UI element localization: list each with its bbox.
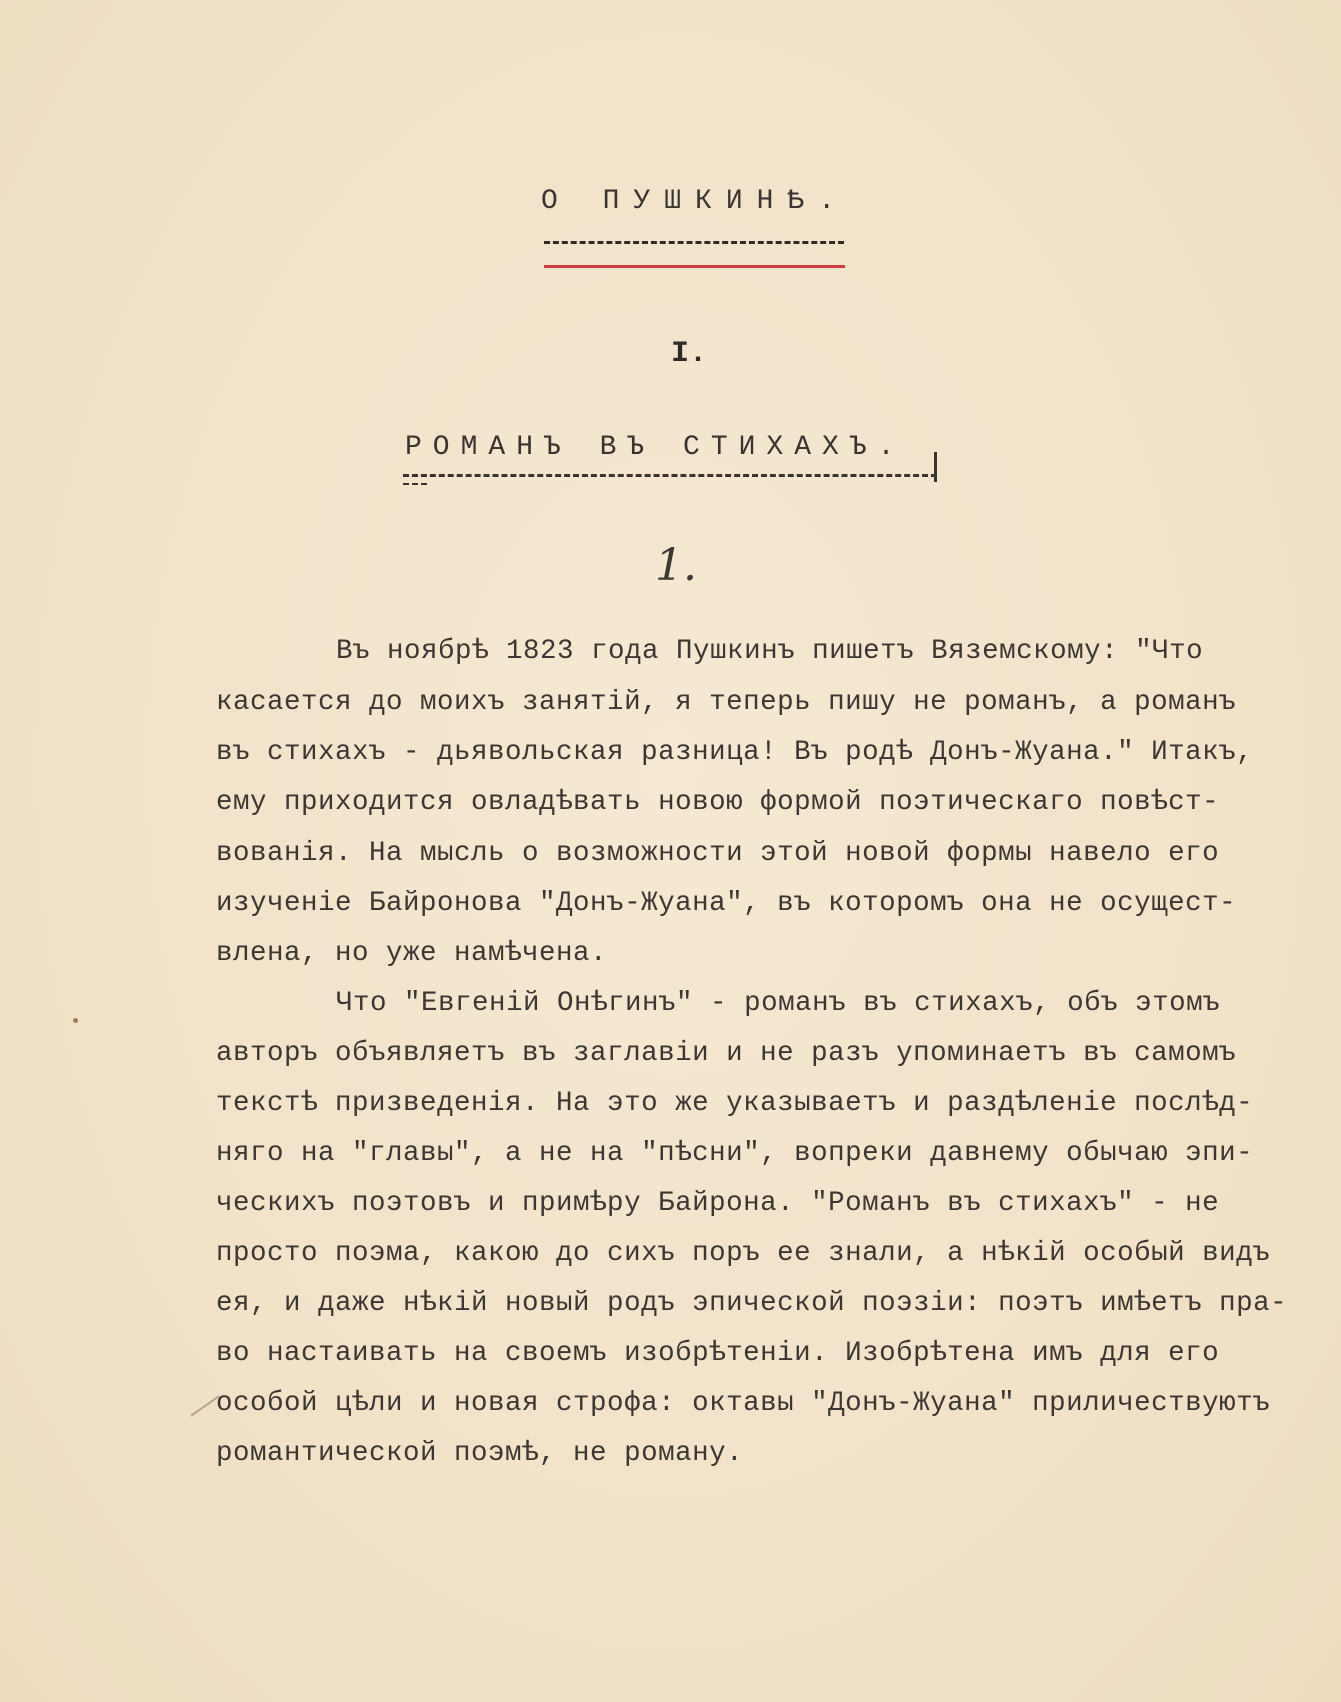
body-line: касается до моихъ занятій, я теперь пишу не романъ, а романъ bbox=[216, 687, 1237, 718]
title-underline-red bbox=[544, 265, 845, 268]
section-numeral: I. bbox=[671, 337, 708, 371]
body-line: ческихъ поэтовъ и примѣру Байрона. "Романъ въ стихахъ" - не bbox=[216, 1188, 1220, 1219]
body-line: въ стихахъ - дьявольская разница! Въ родѣ Донъ-Жуана." Итакъ, bbox=[216, 737, 1254, 768]
body-line: вованія. На мысль о возможности этой новой формы навело его bbox=[216, 838, 1220, 869]
handwritten-chapter-number: 1. bbox=[655, 540, 697, 591]
subtitle-underline-dashed bbox=[403, 474, 937, 477]
margin-speck bbox=[73, 1018, 78, 1023]
body-line: Въ ноябрѣ 1823 года Пушкинъ пишетъ Вяземскому: "Что bbox=[336, 636, 1204, 667]
body-line: Что "Евгеній Онѣгинъ" - романъ въ стихахъ, объ этомъ bbox=[336, 988, 1221, 1019]
body-line: просто поэма, какою до сихъ поръ ее знали, а нѣкій особый видъ bbox=[216, 1238, 1271, 1269]
body-line: няго на "главы", а не на "пѣсни", вопреки давнему обычаю эпи- bbox=[216, 1138, 1254, 1169]
body-line: авторъ объявляетъ въ заглавіи и не разъ упоминаетъ въ самомъ bbox=[216, 1038, 1237, 1069]
subtitle-underline-fragment bbox=[403, 483, 427, 485]
section-subtitle: РОМАНЪ ВЪ СТИХАХЪ. bbox=[405, 432, 906, 463]
body-line: изученіе Байронова "Донъ-Жуана", въ которомъ она не осущест- bbox=[216, 888, 1237, 919]
body-line: во настаивать на своемъ изобрѣтеніи. Изобрѣтена имъ для его bbox=[216, 1338, 1220, 1369]
body-line: ея, и даже нѣкій новый родъ эпической поэзіи: поэтъ имѣетъ пра- bbox=[216, 1288, 1288, 1319]
body-line: романтической поэмѣ, не роману. bbox=[216, 1438, 744, 1469]
page-title: О ПУШКИНѢ. bbox=[541, 186, 850, 217]
body-line: особой цѣли и новая строфа: октавы "Донъ-Жуана" приличествуютъ bbox=[216, 1388, 1271, 1419]
body-line: влена, но уже намѣчена. bbox=[216, 938, 608, 969]
subtitle-underline-end-stroke bbox=[934, 452, 937, 482]
body-line: ему приходится овладѣвать новою формой поэтическаго повѣст- bbox=[216, 787, 1220, 818]
body-line: текстѣ призведенія. На это же указываетъ и раздѣленіе послѣд- bbox=[216, 1088, 1254, 1119]
title-underline-dashed bbox=[544, 241, 844, 244]
